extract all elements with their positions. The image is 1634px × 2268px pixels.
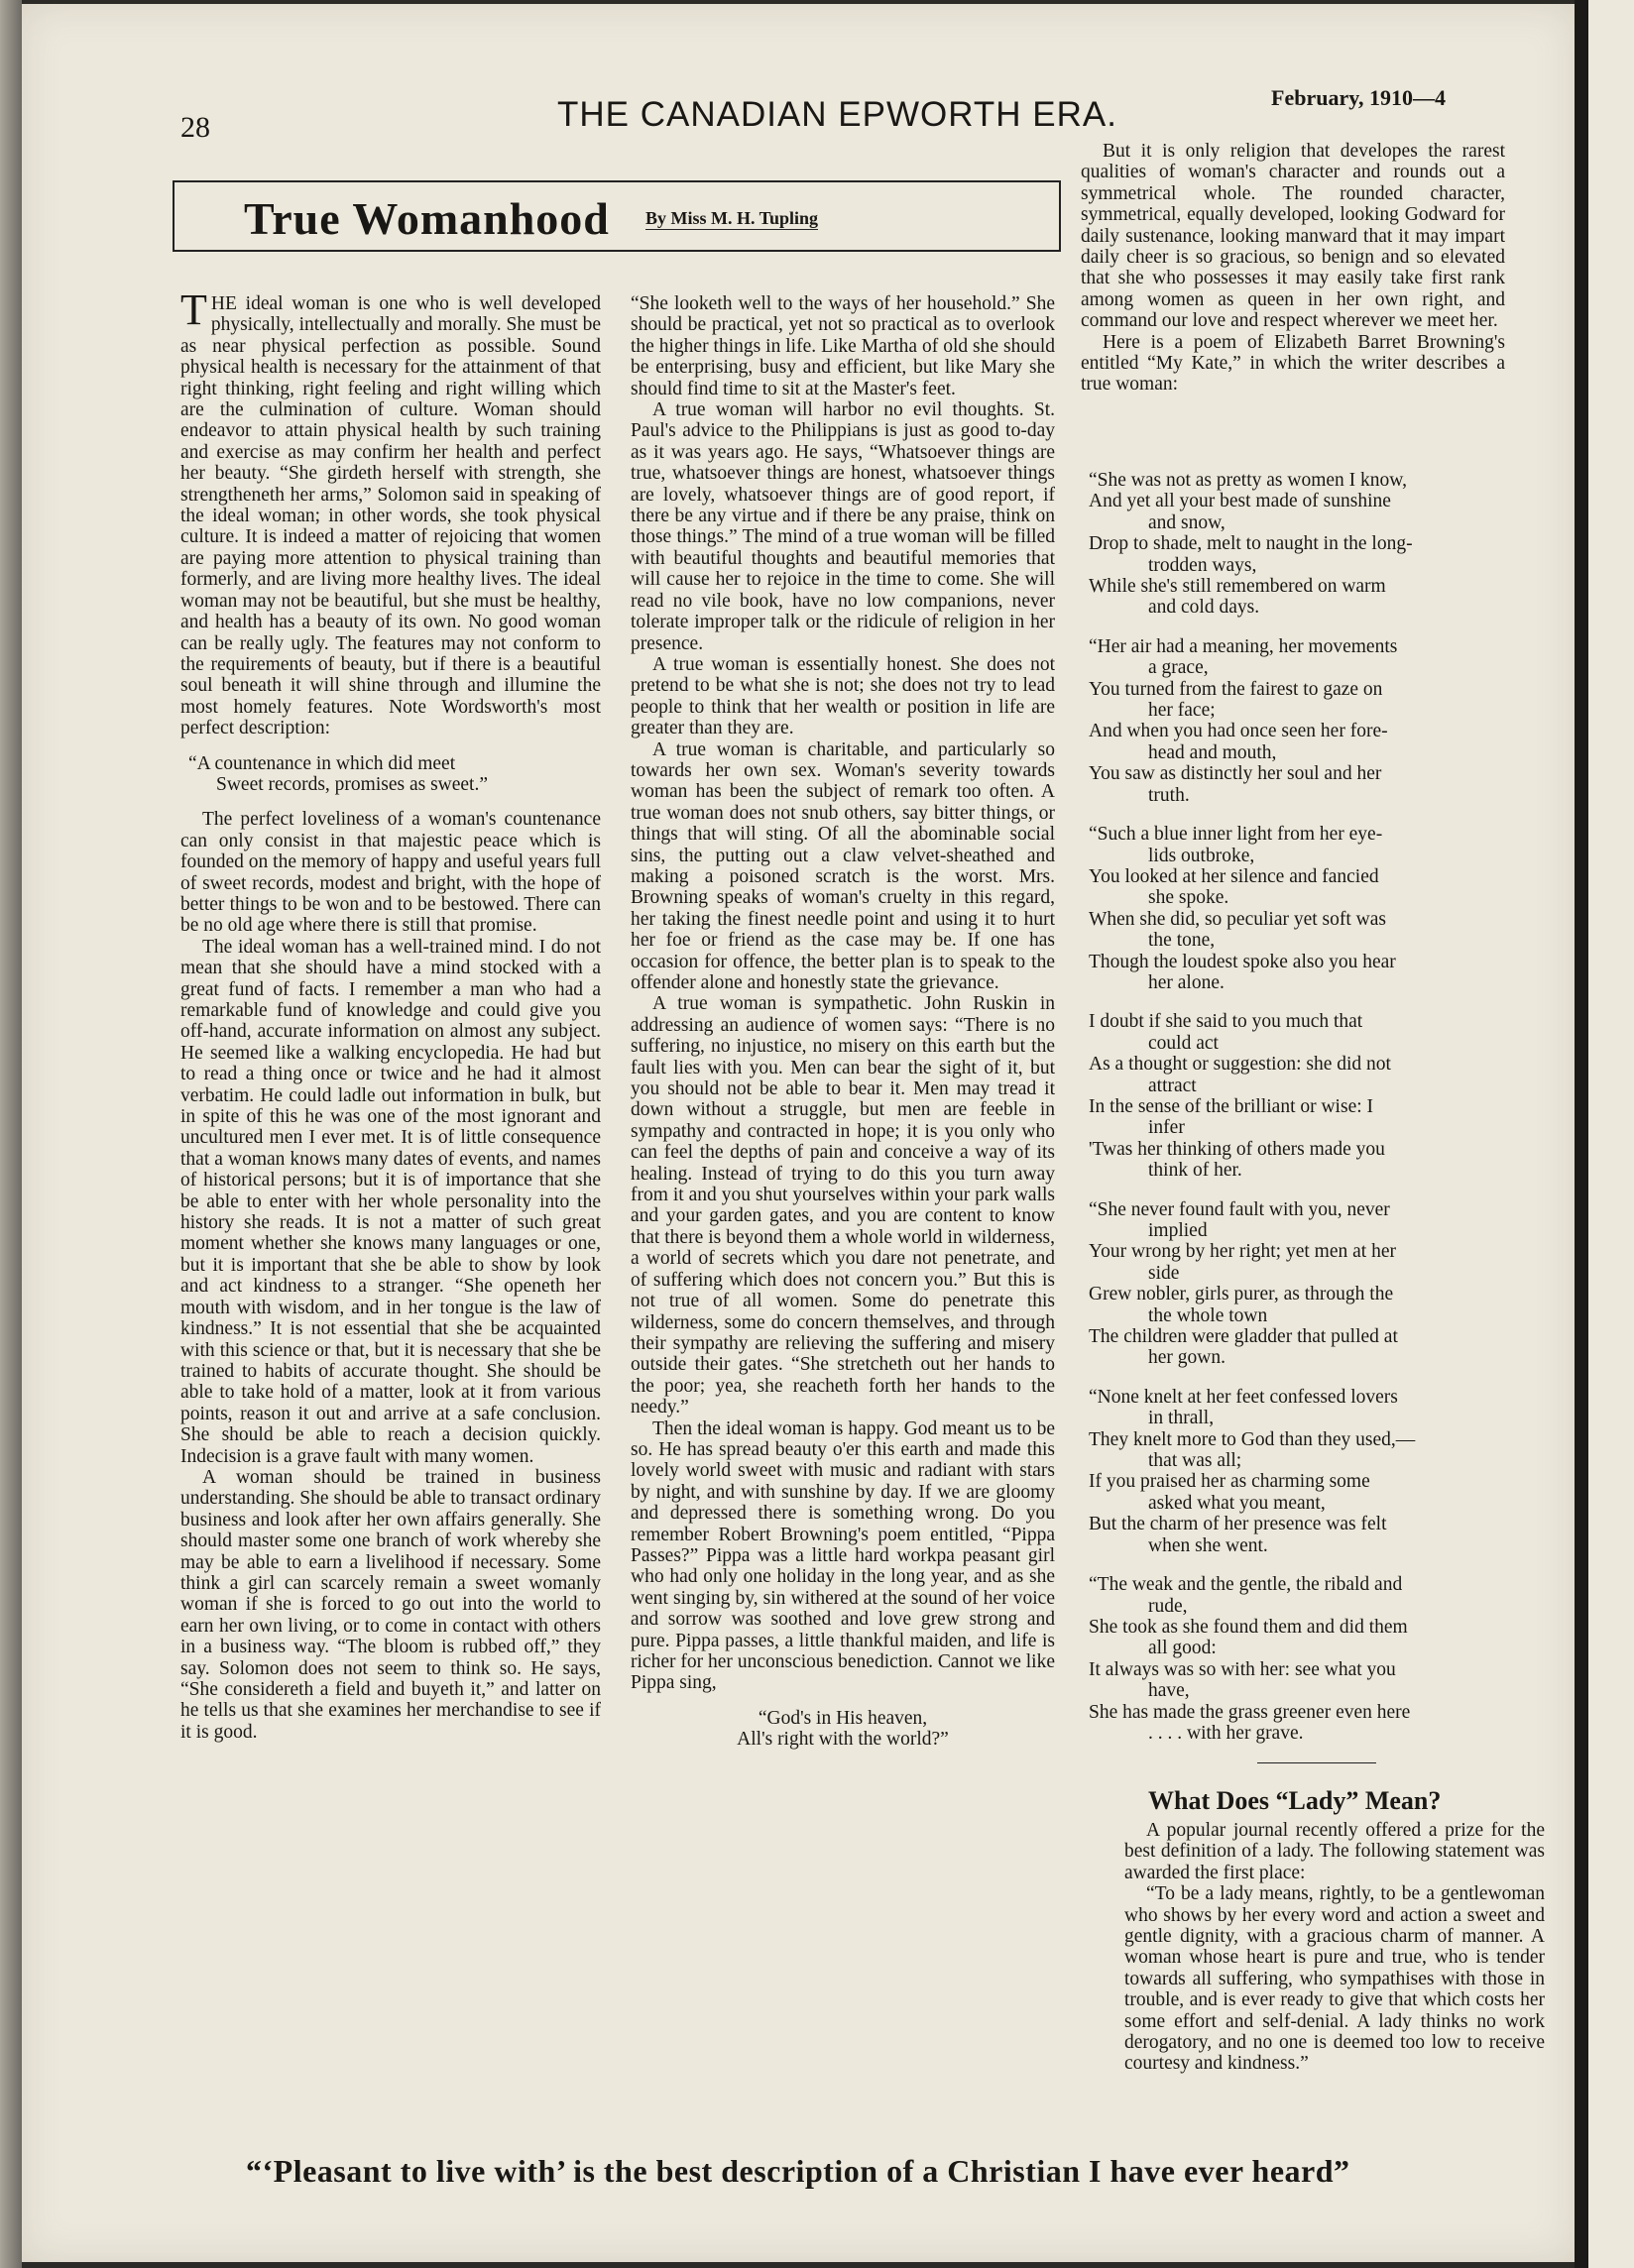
poem-line: You turned from the fairest to gaze on — [1089, 678, 1383, 700]
paragraph: A woman should be trained in business understanding. She should be able to transact ordinary business and look after her own affairs generally. She should master some one branch of work whereby she may be able to earn a livelihood if necessary. Some think a girl can scarcely remain a sweet womanly woman if she is forced to go out into the world to earn her own living, or to come in contact with others in a business way. “The bloom is rubbed off,” they say. Solomon does not seem to think so. He says, “She considereth a field and buyeth it,” and latter on he tells us that she examines her merchandise to see if it is good. — [180, 1466, 601, 1743]
article-byline: By Miss M. H. Tupling — [645, 208, 819, 228]
poem-line: “None knelt at her feet confessed lovers — [1089, 1386, 1398, 1408]
poem-line: attract — [1148, 1075, 1197, 1096]
poem-line: When she did, so peculiar yet soft was — [1089, 908, 1387, 930]
poem-line: Your wrong by her right; yet men at her — [1089, 1241, 1396, 1263]
poem-line: asked what you meant, — [1148, 1492, 1326, 1514]
divider — [1257, 1762, 1376, 1763]
scan-left-edge — [0, 0, 22, 2268]
poem-stanza — [1089, 1574, 1525, 1744]
poem-line: infer — [1148, 1117, 1185, 1139]
issue-date: February, 1910—4 — [1271, 85, 1446, 110]
masthead: THE CANADIAN EPWORTH ERA. — [557, 95, 1117, 134]
paragraph: “To be a lady means, rightly, to be a gentlewoman who shows by her every word and action a sweet and gentle dignity, with a gracious charm of manner. A woman whose heart is pure and true, who is tender towards all suffering, who sympathises with those in trouble, and is ever ready to give that which costs her some effort and self-denial. A lady thinks no work derogatory, and no one is deemed too low to receive courtesy and kindness.” — [1124, 1883, 1545, 2075]
verse-quote — [631, 1708, 1055, 1751]
paragraph: The ideal woman has a well-trained mind. I do not mean that she should have a mind stocked with a great fund of facts. I remember a man who had a remarkable fund of knowledge and could give you off-hand, accurate information on almost any subject. He seemed like a walking encyclopedia. He had but to read a thing once or twice and he had it almost verbatim. He could ladle out information in bulk, but in spite of this he was one of the most ignorant and uncultured men I ever met. It is of little consequence that a woman knows many dates of events, and names of historical persons; but it is of importance that she be able to enter with her whole personality into the history she reads. It is not a matter of such great moment whether she knows many languages or one, but it is important that she be able to show by look and act kindness to a stranger. “She openeth her mouth with wisdom, and in her tongue is the law of kindness.” It is not essential that she be acquainted with this science or that, but it is necessary that she be trained to habits of accurate thought. She should be able to take hold of a matter, look at it from various points, reason it out and arrive at a safe conclusion. She should be able to reach a decision quickly. Indecision is a grave fault with many women. — [180, 936, 601, 1467]
poem-line: implied — [1148, 1220, 1208, 1241]
poem-line: “Such a blue inner light from her eye- — [1089, 824, 1383, 846]
poem-line: when she went. — [1148, 1534, 1268, 1556]
title-box — [173, 180, 1061, 252]
poem-line: I doubt if she said to you much that — [1089, 1011, 1363, 1033]
poem-line: head and mouth, — [1148, 741, 1277, 763]
poem-line: lids outbroke, — [1148, 845, 1255, 866]
poem-line: all good: — [1148, 1638, 1217, 1659]
poem-line: “She was not as pretty as women I know, — [1089, 470, 1407, 491]
article-title: True Womanhood — [244, 193, 610, 244]
poem-line: rude, — [1148, 1595, 1188, 1617]
verse-line: “God's in His heaven, — [758, 1707, 928, 1729]
poem-line: If you praised her as charming some — [1089, 1471, 1370, 1493]
poem-line: have, — [1148, 1680, 1190, 1702]
poem-stanza — [1089, 1011, 1525, 1181]
poem-line: trodden ways, — [1148, 554, 1257, 576]
poem-line: While she's still remembered on warm — [1089, 576, 1386, 598]
paragraph: A popular journal recently offered a prize for the best definition of a lady. The following statement was awarded the first place: — [1124, 1820, 1545, 1883]
poem-line: and cold days. — [1148, 597, 1260, 619]
poem-line: Though the loudest spoke also you hear — [1089, 951, 1396, 972]
poem-line: 'Twas her thinking of others made you — [1089, 1138, 1385, 1160]
sidebar-body — [1124, 1820, 1545, 2075]
article-column-3 — [1081, 141, 1505, 396]
poem-stanza — [1089, 470, 1525, 619]
poem-line: she spoke. — [1148, 887, 1229, 909]
verse-line: All's right with the world?” — [737, 1729, 949, 1751]
poem-line: She has made the grass greener even here — [1089, 1701, 1411, 1723]
paragraph: Here is a poem of Elizabeth Barret Browning's entitled “My Kate,” in which the writer describes a true woman: — [1081, 331, 1505, 396]
poem-line: But the charm of her presence was felt — [1089, 1514, 1387, 1535]
poem-line: truth. — [1148, 784, 1190, 806]
poem-stanza — [1089, 824, 1525, 993]
poem-line: think of her. — [1148, 1160, 1242, 1182]
paragraph: The perfect loveliness of a woman's countenance can only consist in that majestic peace which is founded on the memory of happy and useful years full of sweet records, modest and bright, with the hope of better things to be won and to be bestowed. There can be no old age where there is still that promise. — [180, 809, 602, 937]
poem-line: her face; — [1148, 700, 1216, 722]
poem-line: . . . . with her grave. — [1148, 1722, 1304, 1744]
poem-line: You looked at her silence and fancied — [1089, 865, 1379, 887]
paragraph: But it is only religion that developes the rarest qualities of woman's character and rounds out a symmetrical whole. The rounded character, symmetrical, equally developed, looking Godward for daily sustenance, looking manward that it may impart daily cheer is so gracious, so benign and so elevated that she who possesses it may easily take first rank among women as queen in her own right, and command our love and respect wherever we meet her. — [1081, 141, 1505, 332]
scan-right-edge — [1575, 0, 1634, 2268]
paragraph: A true woman will harbor no evil thoughts. St. Paul's advice to the Philippians is just as good to-day as it was years ago. He says, “Whatsoever things are true, whatsoever things are honest, whatsoever things are lovely, whatsoever things are of good report, if there be any virtue and if there be any praise, think on those things.” The mind of a true woman will be filled with beautiful thoughts and beautiful memories that will cause her to rejoice in the time to come. She will read no vile book, have no low companions, never tolerate improper talk or the ridicule of religion in her presence. — [631, 399, 1055, 654]
paragraph: “She looketh well to the ways of her household.” She should be practical, yet not so practical as to overlook the higher things in life. Like Martha of old she should be enterprising, busy and efficient, but like Mary she should find time to sit at the Master's feet. — [631, 293, 1055, 399]
poem-my-kate — [1089, 470, 1525, 1761]
verse-line: “A countenance in which did meet — [188, 752, 456, 774]
poem-line: She took as she found them and did them — [1089, 1616, 1408, 1638]
poem-line: And when you had once seen her fore- — [1089, 721, 1388, 742]
poem-stanza — [1089, 1199, 1525, 1369]
paragraph: Then the ideal woman is happy. God meant us to be so. He has spread beauty o'er this earth and made this lovely world sweet with music and radiant with stars by night, and with sunshine by day. If we are gloomy and depressed there is something wrong. Do you remember Robert Browning's poem entitled, “Pippa Passes?” Pippa was a little hard workpa peasant girl who had only one holiday in the long year, and as she went singing by, sin withered at the sound of her voice and sorrow was soothed and love grew strong and pure. Pippa passes, a little thankful maiden, and life is richer for her unconscious benediction. Cannot we like Pippa sing, — [631, 1418, 1055, 1694]
sidebar-heading: What Does “Lady” Mean? — [1148, 1786, 1442, 1815]
poem-line: Drop to shade, melt to naught in the long- — [1089, 533, 1413, 555]
poem-line: It always was so with her: see what you — [1089, 1658, 1396, 1680]
poem-line: And yet all your best made of sunshine — [1089, 491, 1391, 512]
poem-line: In the sense of the brilliant or wise: I — [1089, 1095, 1374, 1117]
paragraph: A true woman is essentially honest. She does not pretend to be what she is not; she does not try to lead people to think that her wealth or position in life are greater than they are. — [631, 653, 1055, 739]
poem-line: in thrall, — [1148, 1408, 1215, 1429]
article-column-1 — [180, 285, 602, 1743]
poem-line: that was all; — [1148, 1450, 1242, 1472]
poem-line: Grew nobler, girls purer, as through the — [1089, 1284, 1394, 1305]
verse-quote — [180, 753, 601, 796]
poem-line: The children were gladder that pulled at — [1089, 1326, 1398, 1348]
article-column-2 — [631, 293, 1055, 1764]
paragraph: A true woman is charitable, and particularly so towards her own sex. Woman's severity towards woman has been the subject of remark too often. A true woman does not snub others, say bitter things, or things that will sting. Of all the abominable social sins, the putting out a claw velvet-sheathed and making a poisoned scratch is the worst. Mrs. Browning speaks of woman's cruelty in this regard, her taking the finest needle point and using it to hurt her foe or friend as the case may be. If one has occasion for offence, the better plan is to speak to the offender alone and honestly state the grievance. — [631, 738, 1055, 993]
paragraph: A true woman is sympathetic. John Ruskin in addressing an audience of women says: “There is no suffering, no injustice, no misery on this earth but the fault lies with you. Men can bear the sight of it, but you should not be able to bear it. Men may tread it down without a struggle, but men are feeble in sympathy and contracted in hope; it is you only who can feel the depths of pain and conceive a way of its healing. Instead of trying to do this you turn away from it and you shut yourselves within your park walls and your garden gates, and you are content to know that there is beyond them a whole world in wilderness, a world of secrets which you dare not penetrate, and of suffering which does not concern you.” But this is not true of all women. Some do penetrate this wilderness, some do concern themselves, and through their sympathy are relieving the suffering and misery outside their gates. “She stretcheth out her hands to the poor; yea, she reacheth forth her hands to the needy.” — [631, 993, 1055, 1418]
poem-stanza — [1089, 1387, 1525, 1556]
paragraph: THE ideal woman is one who is well developed physically, intellectually and morally. She must be as near physical perfection as possible. Sound physical health is necessary for the attainment of that right thinking, right feeling and right willing which are the culmination of culture. Woman should endeavor to attain physical health by such training and exercise as may confirm her health and perfect her beauty. “She girdeth herself with strength, she strengtheneth her arms,” Solomon said in speaking of the ideal woman; in other words, she took physical culture. It is indeed a matter of rejoicing that women are paying more attention to physical training than formerly, and are living more healthy lives. The ideal woman may not be beautiful, but she must be healthy, and health has a beauty of its own. No good woman can be really ugly. The features may not conform to the requirements of beauty, but if there is a beautiful soul beneath it will shine through and illumine the most homely features. Note Wordsworth's most perfect description: — [180, 285, 601, 739]
poem-line: As a thought or suggestion: she did not — [1089, 1054, 1391, 1076]
poem-line: You saw as distinctly her soul and her — [1089, 763, 1382, 785]
poem-line: could act — [1148, 1032, 1219, 1054]
poem-line: and snow, — [1148, 511, 1226, 533]
poem-line: the whole town — [1148, 1304, 1268, 1326]
footer-quote: “‘Pleasant to live with’ is the best description of a Christian I have ever heard” — [246, 2153, 1350, 2189]
verse-line: Sweet records, promises as sweet.” — [216, 773, 488, 795]
poem-line: They knelt more to God than they used,— — [1089, 1428, 1416, 1450]
poem-line: “The weak and the gentle, the ribald and — [1089, 1574, 1403, 1596]
poem-line: “She never found fault with you, never — [1089, 1198, 1390, 1220]
poem-line: a grace, — [1148, 657, 1209, 679]
page-number: 28 — [180, 111, 210, 144]
poem-stanza — [1089, 636, 1525, 806]
poem-line: the tone, — [1148, 930, 1216, 952]
magazine-page — [22, 4, 1575, 2262]
poem-line: her gown. — [1148, 1347, 1226, 1369]
poem-line: “Her air had a meaning, her movements — [1089, 635, 1398, 657]
poem-line: side — [1148, 1262, 1180, 1284]
poem-line: her alone. — [1148, 971, 1225, 993]
